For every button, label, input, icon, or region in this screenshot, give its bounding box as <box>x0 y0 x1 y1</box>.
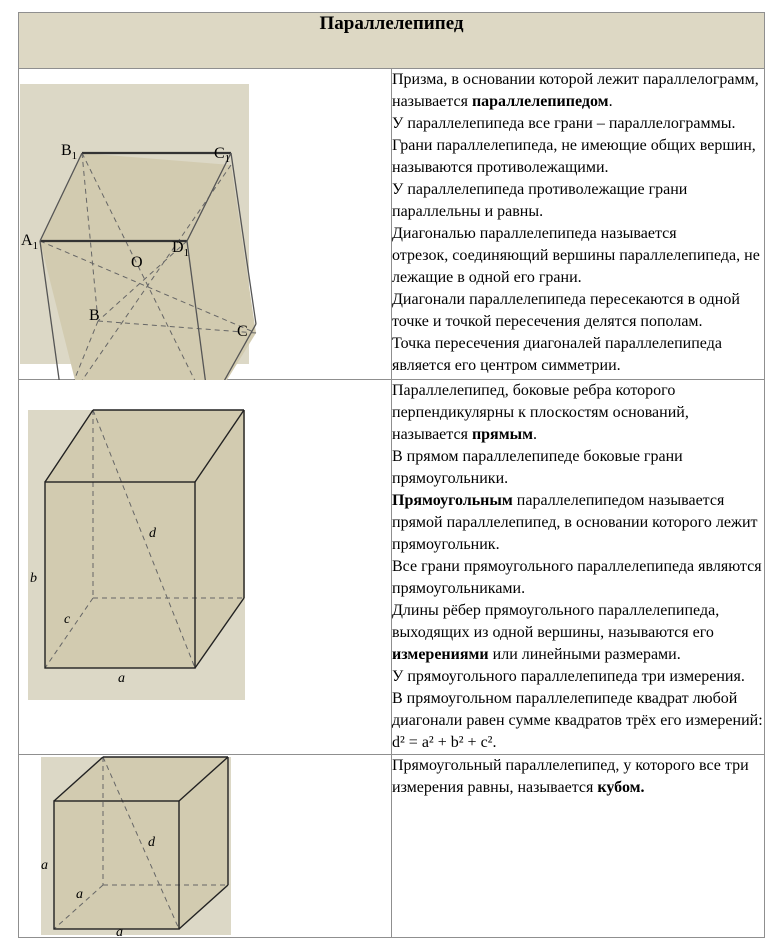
bold-term: кубом. <box>597 779 645 796</box>
label-d: d <box>149 526 156 541</box>
text-cell-cube <box>392 755 765 938</box>
text-cell-definition <box>392 69 765 380</box>
label-d1: $D_1$ <box>172 239 190 259</box>
figure-cell-rectangular <box>19 380 392 755</box>
bold-term: Прямоугольным <box>392 492 513 509</box>
text-run: или линейными размерами. <box>488 646 681 663</box>
paragraph <box>392 245 764 289</box>
page-title: Параллелепипед <box>319 13 464 34</box>
paragraph <box>392 600 764 666</box>
bold-term: параллелепипедом <box>471 93 609 110</box>
text-run: d² = a² + b² + c². <box>392 734 497 751</box>
text-run: . <box>533 426 537 443</box>
text-run: У прямоугольного параллелепипеда три измерения. <box>392 668 745 685</box>
text-run: Все грани прямоугольного параллелепипеда являются прямоугольниками. <box>392 558 762 597</box>
label-b1: $B_1$ <box>61 142 78 162</box>
text-run: Параллелепипед, боковые ребра которого перпендикулярны к плоскостям оснований, называется <box>392 382 689 443</box>
paragraph <box>392 755 764 799</box>
text-run: отрезок, соединяющий вершины параллелепипеда, не лежащие в одной его грани. <box>392 247 760 286</box>
paragraph <box>392 69 764 113</box>
paragraph <box>392 732 764 754</box>
figure-cell-parallelepiped <box>19 69 392 380</box>
paragraph <box>392 446 764 490</box>
cube-text <box>392 755 764 799</box>
table-header <box>19 13 765 69</box>
figure-cell-cube <box>19 755 392 938</box>
text-run: Диагональю параллелепипеда называется <box>392 225 677 242</box>
label-a: a <box>118 671 125 686</box>
paragraph <box>392 556 764 600</box>
text-run: параллелепипедом называется прямой параллелепипед, в основании которого лежит прямоугольник. <box>392 492 758 553</box>
paragraph <box>392 223 764 245</box>
bold-term: измерениями <box>392 646 489 663</box>
paragraph <box>392 179 764 223</box>
label-c: C <box>237 323 248 340</box>
label-b: B <box>89 307 100 324</box>
rectangular-figure <box>19 380 256 715</box>
paragraph <box>392 666 764 688</box>
paragraph <box>392 135 764 179</box>
text-run: Грани параллелепипеда, не имеющие общих вершин, называются противолежащими. <box>392 137 756 176</box>
rectangular-text <box>392 380 764 754</box>
text-run: Призма, в основании которой лежит параллелограмм, называется <box>392 71 759 110</box>
parallelepiped-table <box>18 12 765 938</box>
label-d: d <box>148 835 155 850</box>
label-a1: $A_1$ <box>21 232 39 252</box>
text-run: . <box>608 93 613 110</box>
label-a-inner: a <box>76 887 83 902</box>
text-run: Прямоугольный параллелепипед, у которого все три измерения равны, называется <box>392 757 749 796</box>
text-run: У параллелепипеда все грани – параллелограммы. <box>392 115 736 132</box>
text-run: Диагонали параллелепипеда пересекаются в одной точке и точкой пересечения делятся пополам. <box>392 291 740 330</box>
parallelepiped-figure <box>19 69 256 379</box>
text-run: Точка пересечения диагоналей параллелепипеда является его центром симметрии. <box>392 335 722 374</box>
text-run: Длины рёбер прямоугольного параллелепипеда, выходящих из одной вершины, называются его <box>392 602 720 641</box>
paragraph <box>392 688 764 732</box>
paragraph <box>392 289 764 333</box>
label-b: b <box>30 571 37 586</box>
text-cell-rectangular <box>392 380 765 755</box>
cube-figure <box>19 755 256 937</box>
label-a-bottom: a <box>116 925 123 938</box>
text-run: В прямоугольном параллелепипеде квадрат любой диагонали равен сумме квадратов трёх его измерений: <box>392 690 763 729</box>
paragraph <box>392 380 764 446</box>
paragraph <box>392 333 764 377</box>
paragraph <box>392 113 764 135</box>
text-run: В прямом параллелепипеде боковые грани прямоугольники. <box>392 448 683 487</box>
label-a-left: a <box>41 858 48 873</box>
definition-text <box>392 69 764 377</box>
label-c1: $C_1$ <box>214 145 231 165</box>
label-o: O <box>131 254 143 271</box>
solid-silhouette <box>40 153 256 409</box>
label-c: c <box>64 612 71 627</box>
bold-term: прямым <box>471 426 533 443</box>
text-run: У параллелепипеда противолежащие грани параллельны и равны. <box>392 181 688 220</box>
paragraph <box>392 490 764 556</box>
